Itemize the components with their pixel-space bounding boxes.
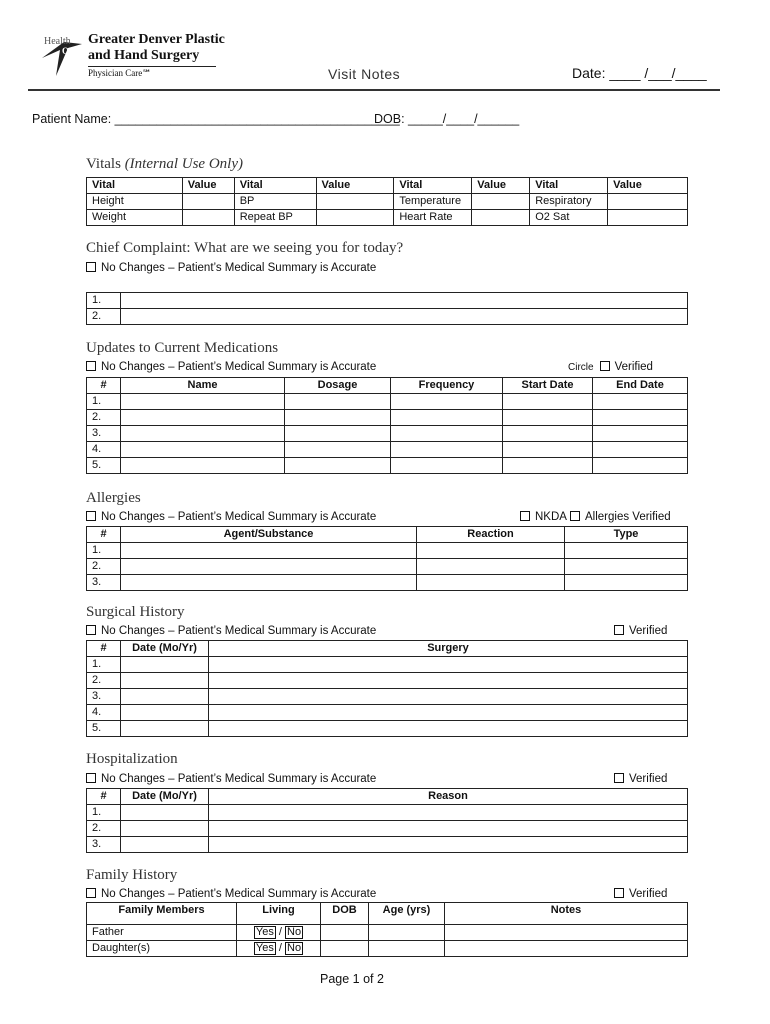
vital-label: Height [87, 194, 183, 210]
checkbox-icon [570, 511, 580, 521]
vital-label: Repeat BP [234, 210, 316, 226]
family-header-row [87, 903, 688, 925]
row-number: 2. [87, 673, 121, 689]
complaint-input-cell[interactable] [121, 309, 688, 325]
checkbox-icon [614, 773, 624, 783]
col-header: Date (Mo/Yr) [121, 641, 209, 657]
row-number: 3. [87, 575, 121, 591]
table-row [87, 309, 688, 325]
table-row [87, 458, 688, 474]
page-number: Page 1 of 2 [320, 972, 384, 986]
col-header: End Date [593, 378, 688, 394]
col-header: Age (yrs) [369, 903, 445, 925]
checkbox-label: No Changes – Patient’s Medical Summary is Accurate [101, 262, 377, 274]
org-divider [88, 66, 216, 67]
complaint-input-cell[interactable] [121, 293, 688, 309]
table-row [87, 293, 688, 309]
input-cell[interactable] [121, 657, 209, 673]
row-number: 2. [87, 821, 121, 837]
input-cell[interactable] [209, 705, 688, 721]
family-verified-checkbox[interactable] [614, 888, 667, 900]
vitals-heading-text: Vitals [86, 156, 121, 172]
input-cell[interactable] [445, 925, 688, 941]
input-cell[interactable] [121, 689, 209, 705]
vital-label: Heart Rate [394, 210, 472, 226]
row-number: 5. [87, 458, 121, 474]
col-header: # [87, 527, 121, 543]
family-history-heading: Family History [86, 867, 178, 883]
complaint-table [86, 292, 688, 325]
table-row [87, 805, 688, 821]
input-cell[interactable] [391, 410, 503, 426]
checkbox-icon [86, 625, 96, 635]
checkbox-label: Verified [629, 773, 668, 785]
hospitalization-header-row [87, 789, 688, 805]
table-row [87, 559, 688, 575]
yes-option[interactable]: Yes [255, 926, 274, 938]
input-cell[interactable] [121, 837, 209, 853]
allergies-no-changes-checkbox[interactable] [86, 511, 376, 523]
input-cell[interactable] [121, 410, 285, 426]
medications-verified[interactable] [568, 361, 653, 373]
checkbox-label: Allergies Verified [585, 511, 671, 523]
org-tagline: Physician Care℠ [88, 68, 152, 78]
allergies-verified-checkbox[interactable] [570, 511, 671, 523]
vitals-heading [86, 156, 243, 173]
vital-value-cell[interactable] [182, 194, 234, 210]
input-cell[interactable] [503, 442, 593, 458]
input-cell[interactable] [121, 543, 417, 559]
input-cell[interactable] [121, 442, 285, 458]
row-number: 1. [87, 394, 121, 410]
row-number: 3. [87, 837, 121, 853]
vitals-col-header: Value [472, 178, 530, 194]
checkbox-label: Verified [614, 361, 653, 373]
table-row [87, 543, 688, 559]
table-row [87, 194, 688, 210]
yn-separator: / [278, 942, 282, 954]
hospitalization-heading: Hospitalization [86, 751, 178, 767]
checkbox-icon [86, 773, 96, 783]
col-header: Notes [445, 903, 688, 925]
input-cell[interactable] [121, 721, 209, 737]
input-cell[interactable] [209, 673, 688, 689]
col-header: Living [237, 903, 321, 925]
vitals-col-header: Value [182, 178, 234, 194]
family-member-label: Daughter(s) [87, 941, 237, 957]
input-cell[interactable] [209, 689, 688, 705]
col-header: Name [121, 378, 285, 394]
vital-value-cell[interactable] [472, 210, 530, 226]
living-cell [237, 941, 321, 957]
input-cell[interactable] [503, 458, 593, 474]
yn-separator: / [278, 926, 282, 938]
input-cell[interactable] [565, 575, 688, 591]
row-number: 4. [87, 705, 121, 721]
medications-table [86, 377, 688, 474]
family-table [86, 902, 688, 957]
table-row [87, 837, 688, 853]
checkbox-icon [520, 511, 530, 521]
col-header: Surgery [209, 641, 688, 657]
vitals-col-header: Vital [87, 178, 183, 194]
hospitalization-verified-checkbox[interactable] [614, 773, 667, 785]
input-cell[interactable] [417, 543, 565, 559]
vital-label: Respiratory [530, 194, 608, 210]
input-cell[interactable] [503, 394, 593, 410]
surgical-verified-checkbox[interactable] [614, 625, 667, 637]
dob-field[interactable]: DOB: _____/____/______ [374, 112, 520, 126]
table-row [87, 673, 688, 689]
col-header: Dosage [285, 378, 391, 394]
vitals-col-header: Value [316, 178, 394, 194]
table-row [87, 657, 688, 673]
medications-heading: Updates to Current Medications [86, 340, 279, 356]
checkbox-label: No Changes – Patient’s Medical Summary is Accurate [101, 625, 377, 637]
medications-header-row [87, 378, 688, 394]
row-number: 1. [87, 293, 121, 309]
col-header: Date (Mo/Yr) [121, 789, 209, 805]
page-title: Visit Notes [328, 66, 401, 82]
chief-complaint-heading: Chief Complaint: What are we seeing you for today? [86, 240, 404, 256]
row-number: 2. [87, 309, 121, 325]
vitals-header-row [87, 178, 688, 194]
col-header: Family Members [87, 903, 237, 925]
input-cell[interactable] [593, 458, 688, 474]
table-row [87, 442, 688, 458]
input-cell[interactable] [285, 458, 391, 474]
input-cell[interactable] [391, 426, 503, 442]
checkbox-icon [614, 888, 624, 898]
hospitalization-no-changes-checkbox[interactable] [86, 773, 376, 785]
vital-label: Temperature [394, 194, 472, 210]
org-name-line1: Greater Denver Plastic [88, 32, 225, 47]
header-rule [28, 89, 720, 91]
svg-text:Health: Health [44, 36, 71, 47]
col-header: # [87, 378, 121, 394]
input-cell[interactable] [503, 426, 593, 442]
input-cell[interactable] [391, 458, 503, 474]
vitals-col-header: Value [608, 178, 688, 194]
input-cell[interactable] [285, 426, 391, 442]
row-number: 4. [87, 442, 121, 458]
input-cell[interactable] [121, 575, 417, 591]
checkbox-label: No Changes – Patient’s Medical Summary is Accurate [101, 773, 377, 785]
hospitalization-table [86, 788, 688, 853]
input-cell[interactable] [285, 410, 391, 426]
surgical-history-heading: Surgical History [86, 604, 185, 620]
input-cell[interactable] [209, 805, 688, 821]
checkbox-label: NKDA [535, 511, 567, 523]
input-cell[interactable] [209, 821, 688, 837]
input-cell[interactable] [565, 559, 688, 575]
input-cell[interactable] [391, 394, 503, 410]
row-number: 1. [87, 805, 121, 821]
input-cell[interactable] [417, 575, 565, 591]
row-number: 3. [87, 426, 121, 442]
table-row [87, 821, 688, 837]
table-row [87, 925, 688, 941]
vitals-table [86, 177, 688, 226]
table-row [87, 705, 688, 721]
input-cell[interactable] [209, 657, 688, 673]
vital-value-cell[interactable] [316, 194, 394, 210]
vital-label: O2 Sat [530, 210, 608, 226]
input-cell[interactable] [121, 426, 285, 442]
surgical-table [86, 640, 688, 737]
allergies-header-row [87, 527, 688, 543]
family-member-label: Father [87, 925, 237, 941]
col-header: Start Date [503, 378, 593, 394]
patient-name-field[interactable]: Patient Name: _________________________________________ [32, 112, 400, 126]
allergies-table [86, 526, 688, 591]
input-cell[interactable] [121, 821, 209, 837]
checkbox-icon [86, 888, 96, 898]
table-row [87, 426, 688, 442]
input-cell[interactable] [593, 410, 688, 426]
input-cell[interactable] [209, 837, 688, 853]
no-option[interactable]: No [287, 926, 302, 938]
col-header: Reaction [417, 527, 565, 543]
complaint-no-changes-checkbox[interactable] [86, 262, 376, 274]
input-cell[interactable] [321, 941, 369, 957]
medications-no-changes-checkbox[interactable] [86, 361, 376, 373]
col-header: # [87, 641, 121, 657]
vitals-col-header: Vital [394, 178, 472, 194]
allergies-heading: Allergies [86, 490, 141, 506]
row-number: 2. [87, 559, 121, 575]
checkbox-icon [86, 262, 96, 272]
date-field[interactable]: Date: ____ /___/____ [572, 65, 707, 81]
vital-value-cell[interactable] [182, 210, 234, 226]
input-cell[interactable] [285, 394, 391, 410]
input-cell[interactable] [369, 925, 445, 941]
vitals-col-header: Vital [530, 178, 608, 194]
input-cell[interactable] [121, 805, 209, 821]
input-cell[interactable] [121, 394, 285, 410]
table-row [87, 941, 688, 957]
checkbox-icon [86, 361, 96, 371]
yes-option[interactable]: Yes [255, 942, 274, 954]
row-number: 3. [87, 689, 121, 705]
input-cell[interactable] [321, 925, 369, 941]
row-number: 5. [87, 721, 121, 737]
input-cell[interactable] [391, 442, 503, 458]
vital-value-cell[interactable] [608, 210, 688, 226]
nkda-checkbox[interactable] [520, 511, 567, 523]
vital-value-cell[interactable] [316, 210, 394, 226]
input-cell[interactable] [285, 442, 391, 458]
col-header: Agent/Substance [121, 527, 417, 543]
surgical-header-row [87, 641, 688, 657]
col-header: Type [565, 527, 688, 543]
checkbox-label: Verified [629, 625, 668, 637]
input-cell[interactable] [565, 543, 688, 559]
input-cell[interactable] [445, 941, 688, 957]
vital-value-cell[interactable] [472, 194, 530, 210]
table-row [87, 394, 688, 410]
col-header: Frequency [391, 378, 503, 394]
input-cell[interactable] [121, 458, 285, 474]
checkbox-icon [600, 361, 610, 371]
col-header: DOB [321, 903, 369, 925]
no-option[interactable]: No [287, 942, 302, 954]
input-cell[interactable] [121, 559, 417, 575]
table-row [87, 210, 688, 226]
vitals-col-header: Vital [234, 178, 316, 194]
input-cell[interactable] [369, 941, 445, 957]
vital-label: BP [234, 194, 316, 210]
row-number: 2. [87, 410, 121, 426]
table-row [87, 575, 688, 591]
vital-value-cell[interactable] [608, 194, 688, 210]
table-row [87, 721, 688, 737]
checkbox-icon [86, 511, 96, 521]
input-cell[interactable] [121, 705, 209, 721]
table-row [87, 689, 688, 705]
col-header: # [87, 789, 121, 805]
row-number: 1. [87, 543, 121, 559]
checkbox-label: Verified [629, 888, 668, 900]
checkbox-label: No Changes – Patient’s Medical Summary is Accurate [101, 361, 377, 373]
surgical-no-changes-checkbox[interactable] [86, 625, 376, 637]
input-cell[interactable] [593, 442, 688, 458]
checkbox-label: No Changes – Patient’s Medical Summary is Accurate [101, 888, 377, 900]
circle-label: Circle [568, 362, 594, 373]
input-cell[interactable] [593, 426, 688, 442]
vital-label: Weight [87, 210, 183, 226]
input-cell[interactable] [503, 410, 593, 426]
row-number: 1. [87, 657, 121, 673]
org-name-line2: and Hand Surgery [88, 48, 200, 63]
table-row [87, 410, 688, 426]
vitals-heading-note: (Internal Use Only) [124, 156, 243, 172]
svg-text:ONE: ONE [62, 46, 82, 56]
living-cell [237, 925, 321, 941]
input-cell[interactable] [209, 721, 688, 737]
input-cell[interactable] [593, 394, 688, 410]
checkbox-label: No Changes – Patient’s Medical Summary is Accurate [101, 511, 377, 523]
input-cell[interactable] [121, 673, 209, 689]
col-header: Reason [209, 789, 688, 805]
family-no-changes-checkbox[interactable] [86, 888, 376, 900]
input-cell[interactable] [417, 559, 565, 575]
checkbox-icon [614, 625, 624, 635]
